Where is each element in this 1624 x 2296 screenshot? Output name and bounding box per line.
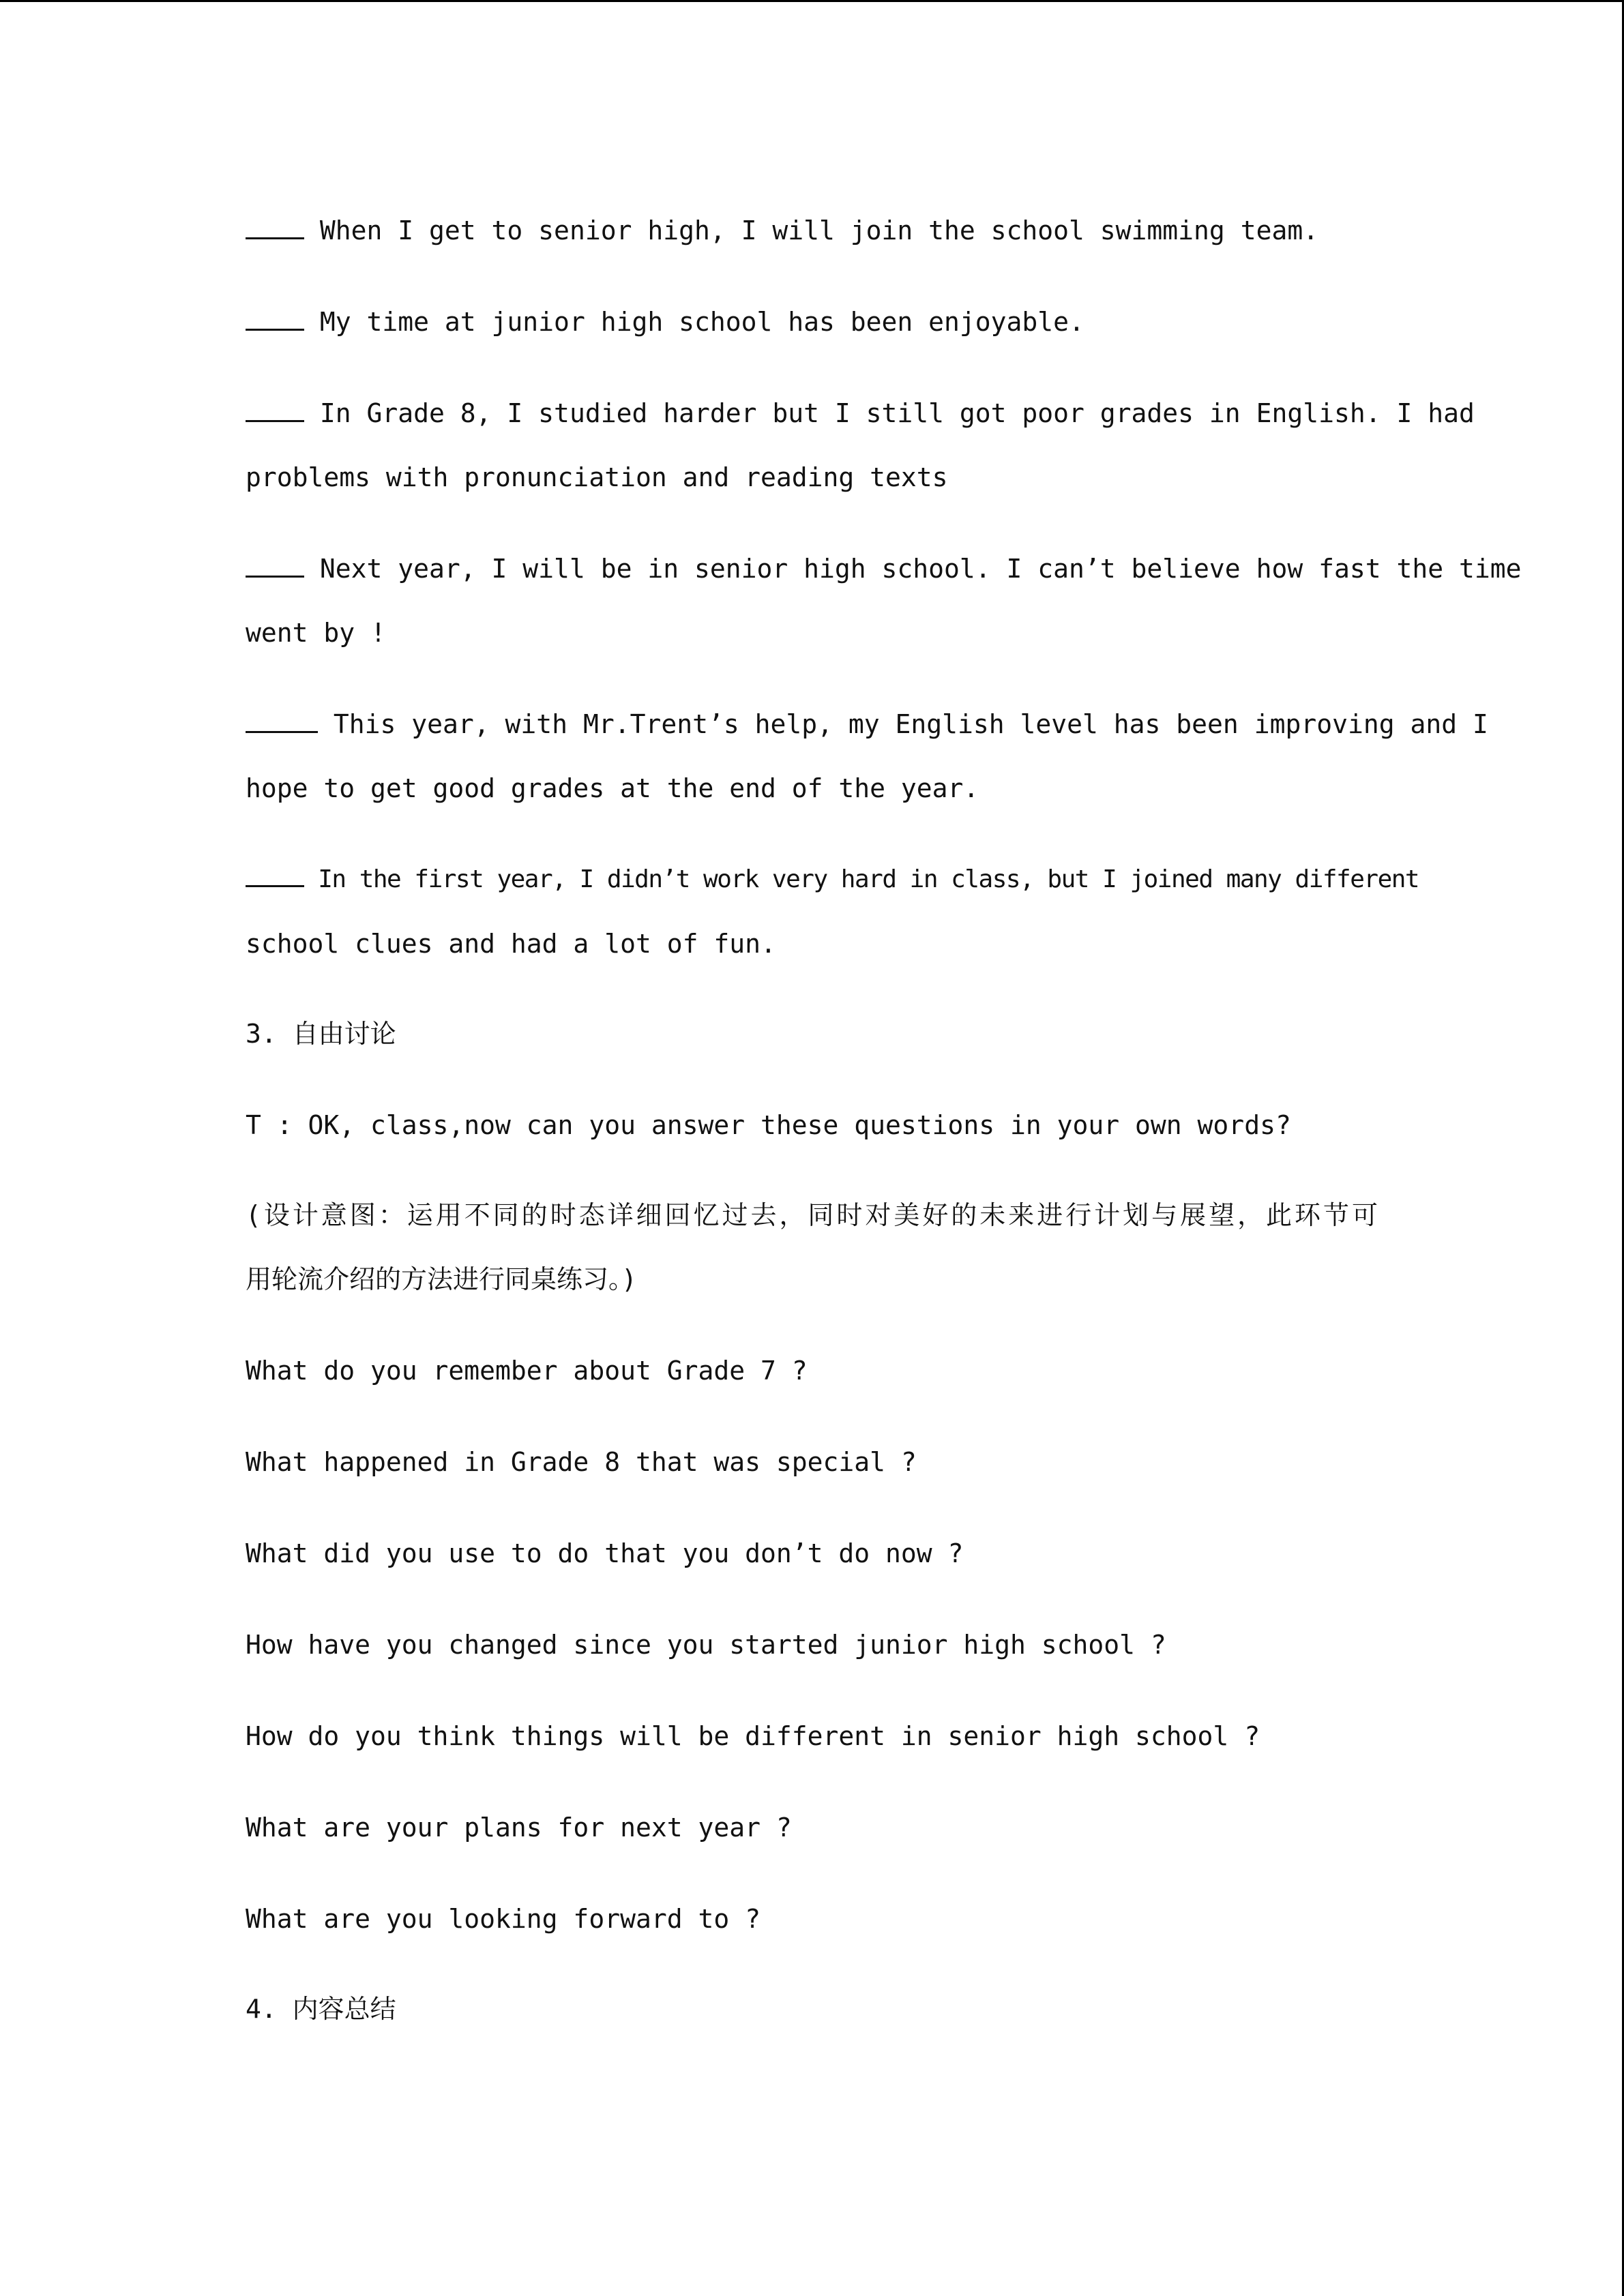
ordering-item-4-continued: went by !	[246, 618, 386, 648]
ordering-item-2	[246, 306, 1084, 338]
question-4: How have you changed since you started junior high school ?	[246, 1630, 1166, 1660]
ordering-item-6	[246, 864, 1419, 895]
answer-blank[interactable]	[246, 865, 304, 887]
item-text: This year, with Mr.Trent’s help, my English level has been improving and I	[333, 709, 1488, 739]
section-4-heading: 4. 内容总结	[246, 1994, 396, 2024]
item-text: My time at junior high school has been enjoyable.	[319, 307, 1084, 337]
section-3-heading: 3. 自由讨论	[246, 1019, 396, 1049]
answer-blank[interactable]	[246, 217, 304, 239]
item-text: In Grade 8, I studied harder but I still got poor grades in English. I had	[319, 398, 1475, 428]
ordering-item-4	[246, 553, 1522, 584]
ordering-item-3	[246, 398, 1475, 429]
item-text: When I get to senior high, I will join the school swimming team.	[319, 215, 1319, 245]
teacher-line: T : OK, class,now can you answer these questions in your own words?	[246, 1110, 1291, 1140]
design-note: (设计意图：运用不同的时态详细回忆过去，同时对美好的未来进行计划与展望，此环节可	[246, 1200, 1378, 1230]
question-1: What do you remember about Grade 7 ?	[246, 1356, 808, 1386]
ordering-item-1	[246, 215, 1318, 246]
answer-blank[interactable]	[246, 400, 304, 422]
item-text: Next year, I will be in senior high school. I can’t believe how fast the time	[319, 554, 1522, 584]
ordering-item-3-continued: problems with pronunciation and reading texts	[246, 462, 948, 492]
question-7: What are you looking forward to ?	[246, 1904, 761, 1934]
item-text: In the first year, I didn’t work very hard in class, but I joined many different	[318, 865, 1419, 893]
question-3: What did you use to do that you don’t do now ?	[246, 1538, 964, 1568]
ordering-item-5	[246, 709, 1488, 740]
question-2: What happened in Grade 8 that was special ?	[246, 1447, 917, 1477]
answer-blank[interactable]	[246, 711, 318, 733]
question-6: What are your plans for next year ?	[246, 1813, 792, 1843]
answer-blank[interactable]	[246, 308, 304, 331]
design-note-continued: 用轮流介绍的方法进行同桌练习。)	[246, 1264, 637, 1294]
ordering-item-6-continued: school clues and had a lot of fun.	[246, 929, 776, 959]
ordering-item-5-continued: hope to get good grades at the end of the year.	[246, 773, 979, 803]
question-5: How do you think things will be different in senior high school ?	[246, 1721, 1260, 1751]
answer-blank[interactable]	[246, 555, 304, 578]
